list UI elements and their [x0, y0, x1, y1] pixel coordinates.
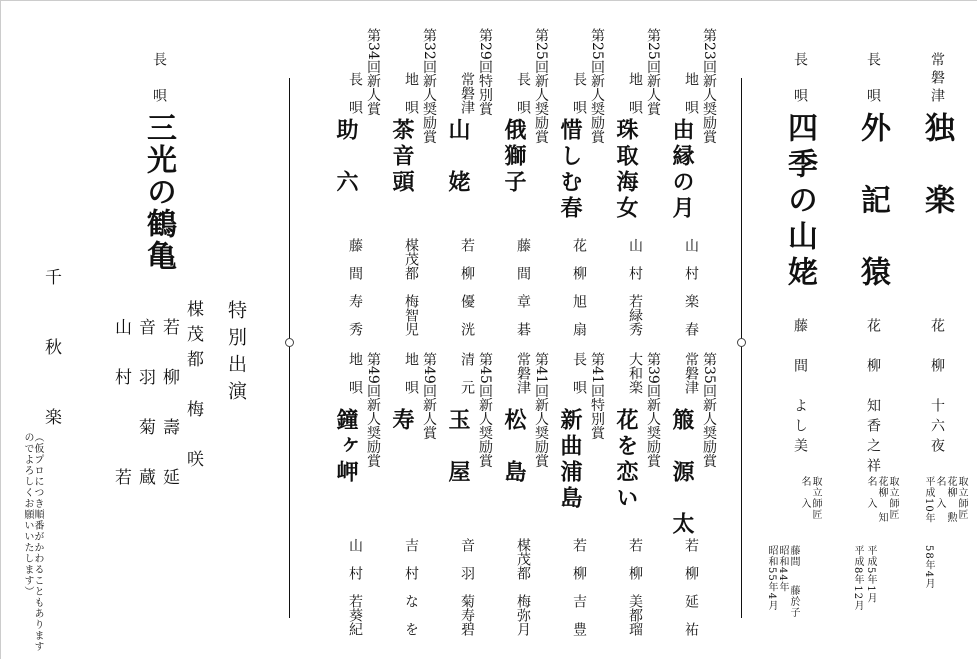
genre-label: 常磐津: [683, 352, 699, 394]
performer-name: 若 柳 優 洸: [459, 238, 475, 336]
award-label: 第49回新人賞: [421, 352, 437, 440]
meta-text: 勲: [945, 512, 956, 523]
performer-name: 藤 間 章 碁: [515, 238, 531, 336]
award-label: 第29回特別賞: [477, 28, 493, 116]
piece-title: 箙 源 太: [669, 408, 695, 538]
piece-title: 山 姥: [445, 118, 471, 196]
meta-text: 取立師匠: [956, 476, 967, 520]
piece-title: 玉 屋: [445, 408, 471, 486]
meta-text: 取立師匠: [810, 476, 821, 520]
performer-name: 花 柳 旭 扇: [571, 238, 587, 336]
meta-text: 花柳: [876, 476, 887, 498]
program-entry: [445, 352, 494, 642]
meta-text: 昭和44年: [777, 545, 788, 593]
award-label: 第32回新人奨励賞: [421, 28, 437, 144]
piece-title: 花を恋い: [613, 408, 639, 512]
finale-title: 千 秋 楽: [41, 268, 61, 443]
left-border: [0, 0, 1, 659]
piece-title: 外 記 猿: [855, 112, 890, 292]
genre-label: 長 唄: [515, 72, 531, 114]
program-entry: [669, 352, 718, 642]
genre-label: 常磐津: [459, 72, 475, 114]
piece-title: 松 島: [501, 408, 527, 486]
genre-label: 長 唄: [571, 72, 587, 114]
genre-label: 大和楽: [627, 352, 643, 394]
award-label: 第34回新人賞: [365, 28, 381, 116]
meta-text: 平成8年12月: [852, 545, 863, 612]
program-entry: [557, 352, 606, 642]
program-entry: [333, 352, 382, 642]
punch-hole-circle: [285, 338, 294, 347]
piece-title: 寿: [389, 408, 415, 434]
program-entry: [333, 28, 382, 336]
award-label: 第35回新人奨励賞: [701, 352, 717, 468]
guest-performer: 音 羽 菊 蔵: [135, 318, 155, 493]
piece-title: 三光の鶴亀: [141, 112, 176, 272]
performer-name: 吉 村 な を: [403, 538, 419, 636]
program-entry: [389, 28, 438, 336]
award-label: 第23回新人奨励賞: [701, 28, 717, 144]
performer-name: 藤 間 寿 秀: [347, 238, 363, 336]
performer-name: 花 柳 十六夜: [929, 318, 945, 458]
award-label: 第25回新人奨励賞: [533, 28, 549, 144]
piece-title: 茶音頭: [389, 118, 415, 196]
performer-name: 山 村 若葵紀: [347, 538, 363, 636]
genre-label: 長 唄: [347, 72, 363, 114]
top-border: [0, 0, 977, 1]
award-label: 第49回新人奨励賞: [365, 352, 381, 468]
performer-name: 若 柳 美都瑠: [627, 538, 643, 636]
genre-label: 長 唄: [865, 52, 881, 106]
genre-label: 長 唄: [151, 52, 167, 106]
meta-text: 昭和55年4月: [766, 545, 777, 612]
award-label: 第25回新人奨励賞: [589, 28, 605, 144]
piece-title: 四季の山姥: [782, 112, 817, 292]
genre-label: 常磐津: [515, 352, 531, 394]
award-label: 第25回新人賞: [645, 28, 661, 116]
meta-text: 取立師匠: [887, 476, 898, 520]
award-label: 第39回新人奨励賞: [645, 352, 661, 468]
award-label: 第45回新人奨励賞: [477, 352, 493, 468]
piece-title: 独 楽: [919, 112, 954, 220]
program-entry: [501, 352, 550, 642]
provisional-note: （仮プロにつき順番がかわることもありますのでよろしくお願いいたします）: [22, 432, 43, 652]
performer-name: 楳茂都 梅智児: [403, 238, 419, 336]
guest-performer: 若 柳 壽 延: [159, 318, 179, 493]
piece-title: 珠取海女: [613, 118, 639, 222]
program-entry: [613, 352, 662, 642]
genre-label: 地 唄: [627, 72, 643, 114]
piece-title: 俄獅子: [501, 118, 527, 196]
genre-label: 長 唄: [571, 352, 587, 394]
piece-title: 鐘ヶ岬: [333, 408, 359, 486]
genre-label: 地 唄: [403, 72, 419, 114]
divider-line: [289, 78, 290, 618]
performer-name: 山 村 楽 春: [683, 238, 699, 336]
meta-text: 名 入: [799, 476, 810, 509]
special-appearance-label: 特別出演: [225, 300, 247, 408]
program-entry: [557, 28, 606, 336]
genre-label: 長 唄: [792, 52, 808, 106]
guest-performer: 山 村 若: [111, 318, 131, 493]
genre-label: 地 唄: [347, 352, 363, 394]
meta-text: 藤間: [788, 545, 799, 567]
meta-text: 名 入: [934, 476, 945, 509]
meta-text: 58年4月: [923, 545, 934, 590]
divider-line: [741, 78, 742, 618]
performer-name: 藤 間 よし美: [792, 318, 808, 458]
performer-name: 音 羽 菊寿碧: [459, 538, 475, 636]
piece-title: 由縁の月: [669, 118, 695, 222]
genre-label: 常磐津: [929, 52, 945, 106]
guest-performer: 楳茂都 梅 咲: [183, 300, 203, 475]
performer-name: 若 柳 延 祐: [683, 538, 699, 636]
piece-title: 新曲浦島: [557, 408, 583, 512]
genre-label: 清 元: [459, 352, 475, 394]
piece-title: 惜しむ春: [557, 118, 583, 222]
meta-text: 藤於子: [788, 585, 799, 618]
award-label: 第41回特別賞: [589, 352, 605, 440]
program-entry: [445, 28, 494, 336]
performer-name: 楳茂都 梅弥月: [515, 538, 531, 636]
meta-text: 平成5年1月: [865, 545, 876, 604]
program-entry: [669, 28, 718, 336]
award-label: 第41回新人奨励賞: [533, 352, 549, 468]
performer-name: 山 村 若緑秀: [627, 238, 643, 336]
punch-hole-circle: [737, 338, 746, 347]
genre-label: 地 唄: [683, 72, 699, 114]
meta-text: 名 入: [865, 476, 876, 509]
program-entry: [501, 28, 550, 336]
genre-label: 地 唄: [403, 352, 419, 394]
meta-text: 花柳: [945, 476, 956, 498]
meta-text: 知: [876, 512, 887, 523]
meta-text: 平成10年: [923, 476, 934, 524]
performer-name: 花 柳 知香之祥: [865, 318, 881, 478]
performer-name: 若 柳 吉 豊: [571, 538, 587, 636]
piece-title: 助 六: [333, 118, 359, 196]
program-entry: [389, 352, 438, 642]
program-entry: [613, 28, 662, 336]
